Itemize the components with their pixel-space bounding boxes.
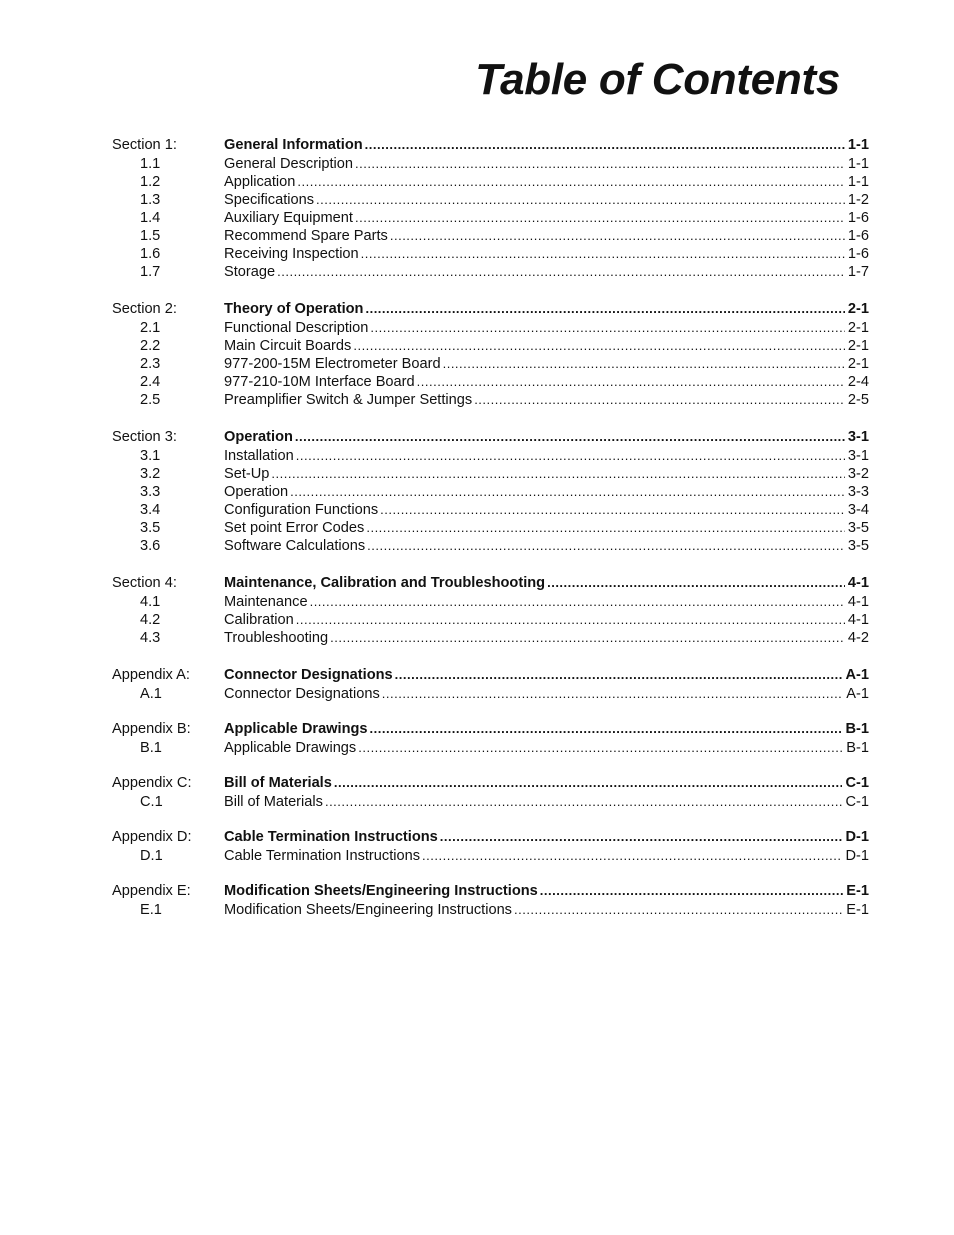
entry-title: General Description: [224, 156, 353, 172]
entry-line: [224, 319, 869, 337]
toc-group: [112, 718, 869, 757]
entry-number: 3.4: [140, 502, 161, 518]
page-number: 2-5: [847, 392, 869, 408]
entry-title: Bill of Materials: [224, 794, 323, 810]
entry-number: 1.3: [140, 192, 161, 208]
entry-number: 2.2: [140, 338, 161, 354]
page-number: 4-1: [847, 594, 869, 610]
dot-leader: [390, 227, 845, 245]
section-label: Appendix C:: [112, 775, 192, 791]
toc-group: [112, 572, 869, 647]
entry-title: Main Circuit Boards: [224, 338, 352, 354]
toc-entry[interactable]: [112, 685, 869, 703]
page-number: 4-1: [847, 612, 869, 628]
entry-number: 2.1: [140, 320, 161, 336]
dot-leader: [290, 483, 845, 501]
entry-line: [224, 718, 869, 740]
toc-entry[interactable]: [112, 209, 869, 227]
dot-leader: [474, 391, 845, 409]
entry-line: [224, 373, 869, 391]
entry-line: [224, 391, 869, 409]
entry-title: Specifications: [224, 192, 315, 208]
page-number: 1-6: [847, 246, 869, 262]
dot-leader: [277, 263, 845, 281]
dot-leader: [380, 501, 845, 519]
toc-entry[interactable]: [112, 373, 869, 391]
entry-number: 1.1: [140, 156, 161, 172]
page-number: 1-1: [847, 156, 869, 172]
dot-leader: [395, 664, 843, 685]
page-number: 1-1: [847, 137, 869, 153]
dot-leader: [370, 718, 843, 739]
entry-number: 3.3: [140, 484, 161, 500]
toc-entry[interactable]: [112, 155, 869, 173]
entry-number: 3.5: [140, 520, 161, 536]
dot-leader: [422, 847, 842, 865]
page-number: C-1: [845, 775, 869, 791]
entry-line: [224, 227, 869, 245]
entry-line: [224, 355, 869, 373]
entry-title: Modification Sheets/Engineering Instructions: [224, 902, 512, 918]
page-number: A-1: [846, 686, 869, 702]
dot-leader: [365, 298, 844, 319]
toc-entry[interactable]: [112, 319, 869, 337]
toc-entry[interactable]: [112, 501, 869, 519]
entry-title: Set-Up: [224, 466, 270, 482]
entry-title: Modification Sheets/Engineering Instructions: [224, 883, 538, 899]
entry-line: [224, 572, 869, 594]
toc-group: [112, 772, 869, 811]
entry-title: Maintenance, Calibration and Troubleshooting: [224, 575, 546, 591]
entry-number: A.1: [140, 686, 162, 702]
dot-leader: [355, 155, 845, 173]
entry-title: Connector Designations: [224, 686, 380, 702]
page-number: 3-4: [847, 502, 869, 518]
entry-number: 1.6: [140, 246, 161, 262]
page-number: 2-1: [847, 338, 869, 354]
page-number: 1-7: [847, 264, 869, 280]
toc-entry[interactable]: [112, 593, 869, 611]
entry-title: Applicable Drawings: [224, 740, 357, 756]
entry-number: 2.3: [140, 356, 161, 372]
section-label: Appendix A:: [112, 667, 190, 683]
toc-section-heading[interactable]: [112, 772, 869, 793]
entry-number: E.1: [140, 902, 162, 918]
toc-section-heading[interactable]: [112, 298, 869, 319]
page-number: E-1: [846, 902, 869, 918]
page-number: 3-5: [847, 520, 869, 536]
entry-line: [224, 793, 869, 811]
entry-line: [224, 173, 869, 191]
entry-line: [224, 629, 869, 647]
entry-title: Operation: [224, 484, 289, 500]
toc-entry[interactable]: [112, 173, 869, 191]
entry-line: [224, 465, 869, 483]
entry-number: 1.2: [140, 174, 161, 190]
entry-title: Software Calculations: [224, 538, 366, 554]
dot-leader: [330, 629, 845, 647]
section-label: Appendix E:: [112, 883, 191, 899]
entry-line: [224, 847, 869, 865]
entry-number: 3.2: [140, 466, 161, 482]
page-number: 2-1: [847, 301, 869, 317]
entry-number: D.1: [140, 848, 163, 864]
section-label: Section 4:: [112, 575, 177, 591]
entry-title: Calibration: [224, 612, 294, 628]
toc-entry[interactable]: [112, 227, 869, 245]
entry-line: [224, 155, 869, 173]
entry-title: Operation: [224, 429, 293, 445]
entry-line: [224, 501, 869, 519]
dot-leader: [297, 173, 845, 191]
entry-line: [224, 134, 869, 156]
dot-leader: [366, 519, 845, 537]
dot-leader: [296, 447, 845, 465]
entry-line: [224, 739, 869, 757]
dot-leader: [540, 880, 843, 901]
dot-leader: [443, 355, 845, 373]
entry-number: 1.7: [140, 264, 161, 280]
toc-entry[interactable]: [112, 447, 869, 465]
toc-section-heading[interactable]: [112, 826, 869, 847]
entry-title: Storage: [224, 264, 276, 280]
entry-title: Bill of Materials: [224, 775, 332, 791]
dot-leader: [440, 826, 843, 847]
section-label: Section 3:: [112, 429, 177, 445]
entry-line: [224, 772, 869, 794]
entry-title: Application: [224, 174, 296, 190]
toc-entry[interactable]: [112, 465, 869, 483]
dot-leader: [547, 572, 845, 593]
page-number: 3-2: [847, 466, 869, 482]
entry-number: 3.6: [140, 538, 161, 554]
dot-leader: [310, 593, 845, 611]
entry-number: 2.5: [140, 392, 161, 408]
toc-entry[interactable]: [112, 191, 869, 209]
dot-leader: [370, 319, 845, 337]
entry-line: [224, 685, 869, 703]
section-label: Section 1:: [112, 137, 177, 153]
entry-line: [224, 593, 869, 611]
toc-section-heading[interactable]: [112, 880, 869, 901]
page-number: B-1: [845, 721, 869, 737]
entry-title: Receiving Inspection: [224, 246, 359, 262]
dot-leader: [514, 901, 843, 919]
entry-title: General Information: [224, 137, 363, 153]
page-number: D-1: [845, 829, 869, 845]
section-label: Appendix B:: [112, 721, 191, 737]
entry-line: [224, 209, 869, 227]
page-number: E-1: [846, 883, 869, 899]
page-number: 3-3: [847, 484, 869, 500]
toc-entry[interactable]: [112, 629, 869, 647]
entry-title: 977-210-10M Interface Board: [224, 374, 415, 390]
entry-number: 4.2: [140, 612, 161, 628]
page-number: C-1: [845, 794, 869, 810]
dot-leader: [367, 537, 845, 555]
toc-entry[interactable]: [112, 739, 869, 757]
page-number: 1-6: [847, 228, 869, 244]
toc-group: [112, 298, 869, 409]
entry-line: [224, 447, 869, 465]
section-label: Appendix D:: [112, 829, 192, 845]
entry-line: [224, 263, 869, 281]
entry-title: Troubleshooting: [224, 630, 329, 646]
section-label: Section 2:: [112, 301, 177, 317]
dot-leader: [334, 772, 843, 793]
page-number: 3-1: [847, 448, 869, 464]
toc-entry[interactable]: [112, 483, 869, 501]
dot-leader: [316, 191, 845, 209]
toc-entry[interactable]: [112, 245, 869, 263]
page-number: 2-4: [847, 374, 869, 390]
dot-leader: [417, 373, 845, 391]
entry-title: Installation: [224, 448, 294, 464]
entry-number: 1.5: [140, 228, 161, 244]
toc-section-heading[interactable]: [112, 718, 869, 739]
entry-number: 4.1: [140, 594, 161, 610]
entry-title: Configuration Functions: [224, 502, 379, 518]
entry-line: [224, 519, 869, 537]
entry-number: 1.4: [140, 210, 161, 226]
entry-number: C.1: [140, 794, 163, 810]
toc-group: [112, 880, 869, 919]
entry-line: [224, 337, 869, 355]
entry-title: Recommend Spare Parts: [224, 228, 388, 244]
entry-line: [224, 611, 869, 629]
toc-section-heading[interactable]: [112, 572, 869, 593]
entry-number: B.1: [140, 740, 162, 756]
toc-entry[interactable]: [112, 847, 869, 865]
entry-number: 4.3: [140, 630, 161, 646]
dot-leader: [361, 245, 845, 263]
toc-entry[interactable]: [112, 611, 869, 629]
dot-leader: [355, 209, 845, 227]
entry-title: Connector Designations: [224, 667, 393, 683]
page-number: D-1: [845, 848, 869, 864]
page-number: 4-2: [847, 630, 869, 646]
toc-group: [112, 134, 869, 281]
entry-title: Cable Termination Instructions: [224, 829, 438, 845]
entry-line: [224, 245, 869, 263]
toc-section-heading[interactable]: [112, 134, 869, 155]
entry-line: [224, 426, 869, 448]
toc-section-heading[interactable]: [112, 664, 869, 685]
page-number: A-1: [845, 667, 869, 683]
entry-title: Functional Description: [224, 320, 369, 336]
entry-number: 2.4: [140, 374, 161, 390]
entry-number: 3.1: [140, 448, 161, 464]
entry-title: Preamplifier Switch & Jumper Settings: [224, 392, 473, 408]
toc-entry[interactable]: [112, 519, 869, 537]
toc-group: [112, 426, 869, 555]
entry-line: [224, 826, 869, 848]
dot-leader: [271, 465, 844, 483]
entry-line: [224, 537, 869, 555]
entry-title: 977-200-15M Electrometer Board: [224, 356, 441, 372]
toc-group: [112, 826, 869, 865]
page-number: 2-1: [847, 320, 869, 336]
toc-group: [112, 664, 869, 703]
entry-title: Set point Error Codes: [224, 520, 365, 536]
toc-entry[interactable]: [112, 337, 869, 355]
entry-line: [224, 191, 869, 209]
page-number: 3-5: [847, 538, 869, 554]
page-number: 3-1: [847, 429, 869, 445]
toc-section-heading[interactable]: [112, 426, 869, 447]
page-number: 4-1: [847, 575, 869, 591]
toc-entry[interactable]: [112, 263, 869, 281]
entry-title: Theory of Operation: [224, 301, 364, 317]
toc-entry[interactable]: [112, 391, 869, 409]
toc-entry[interactable]: [112, 537, 869, 555]
entry-line: [224, 901, 869, 919]
page-number: 1-6: [847, 210, 869, 226]
dot-leader: [296, 611, 845, 629]
page-number: 2-1: [847, 356, 869, 372]
dot-leader: [353, 337, 845, 355]
entry-line: [224, 664, 869, 686]
entry-title: Cable Termination Instructions: [224, 848, 421, 864]
entry-title: Auxiliary Equipment: [224, 210, 353, 226]
entry-line: [224, 298, 869, 320]
page-number: 1-2: [847, 192, 869, 208]
entry-title: Applicable Drawings: [224, 721, 368, 737]
page-title: Table of Contents: [475, 55, 840, 104]
page-number: 1-1: [847, 174, 869, 190]
table-of-contents: [112, 134, 869, 919]
dot-leader: [382, 685, 844, 703]
toc-entry[interactable]: [112, 355, 869, 373]
page-number: B-1: [846, 740, 869, 756]
toc-entry[interactable]: [112, 901, 869, 919]
entry-line: [224, 483, 869, 501]
dot-leader: [325, 793, 843, 811]
entry-line: [224, 880, 869, 902]
entry-title: Maintenance: [224, 594, 308, 610]
dot-leader: [365, 134, 845, 155]
dot-leader: [358, 739, 843, 757]
dot-leader: [295, 426, 845, 447]
toc-entry[interactable]: [112, 793, 869, 811]
